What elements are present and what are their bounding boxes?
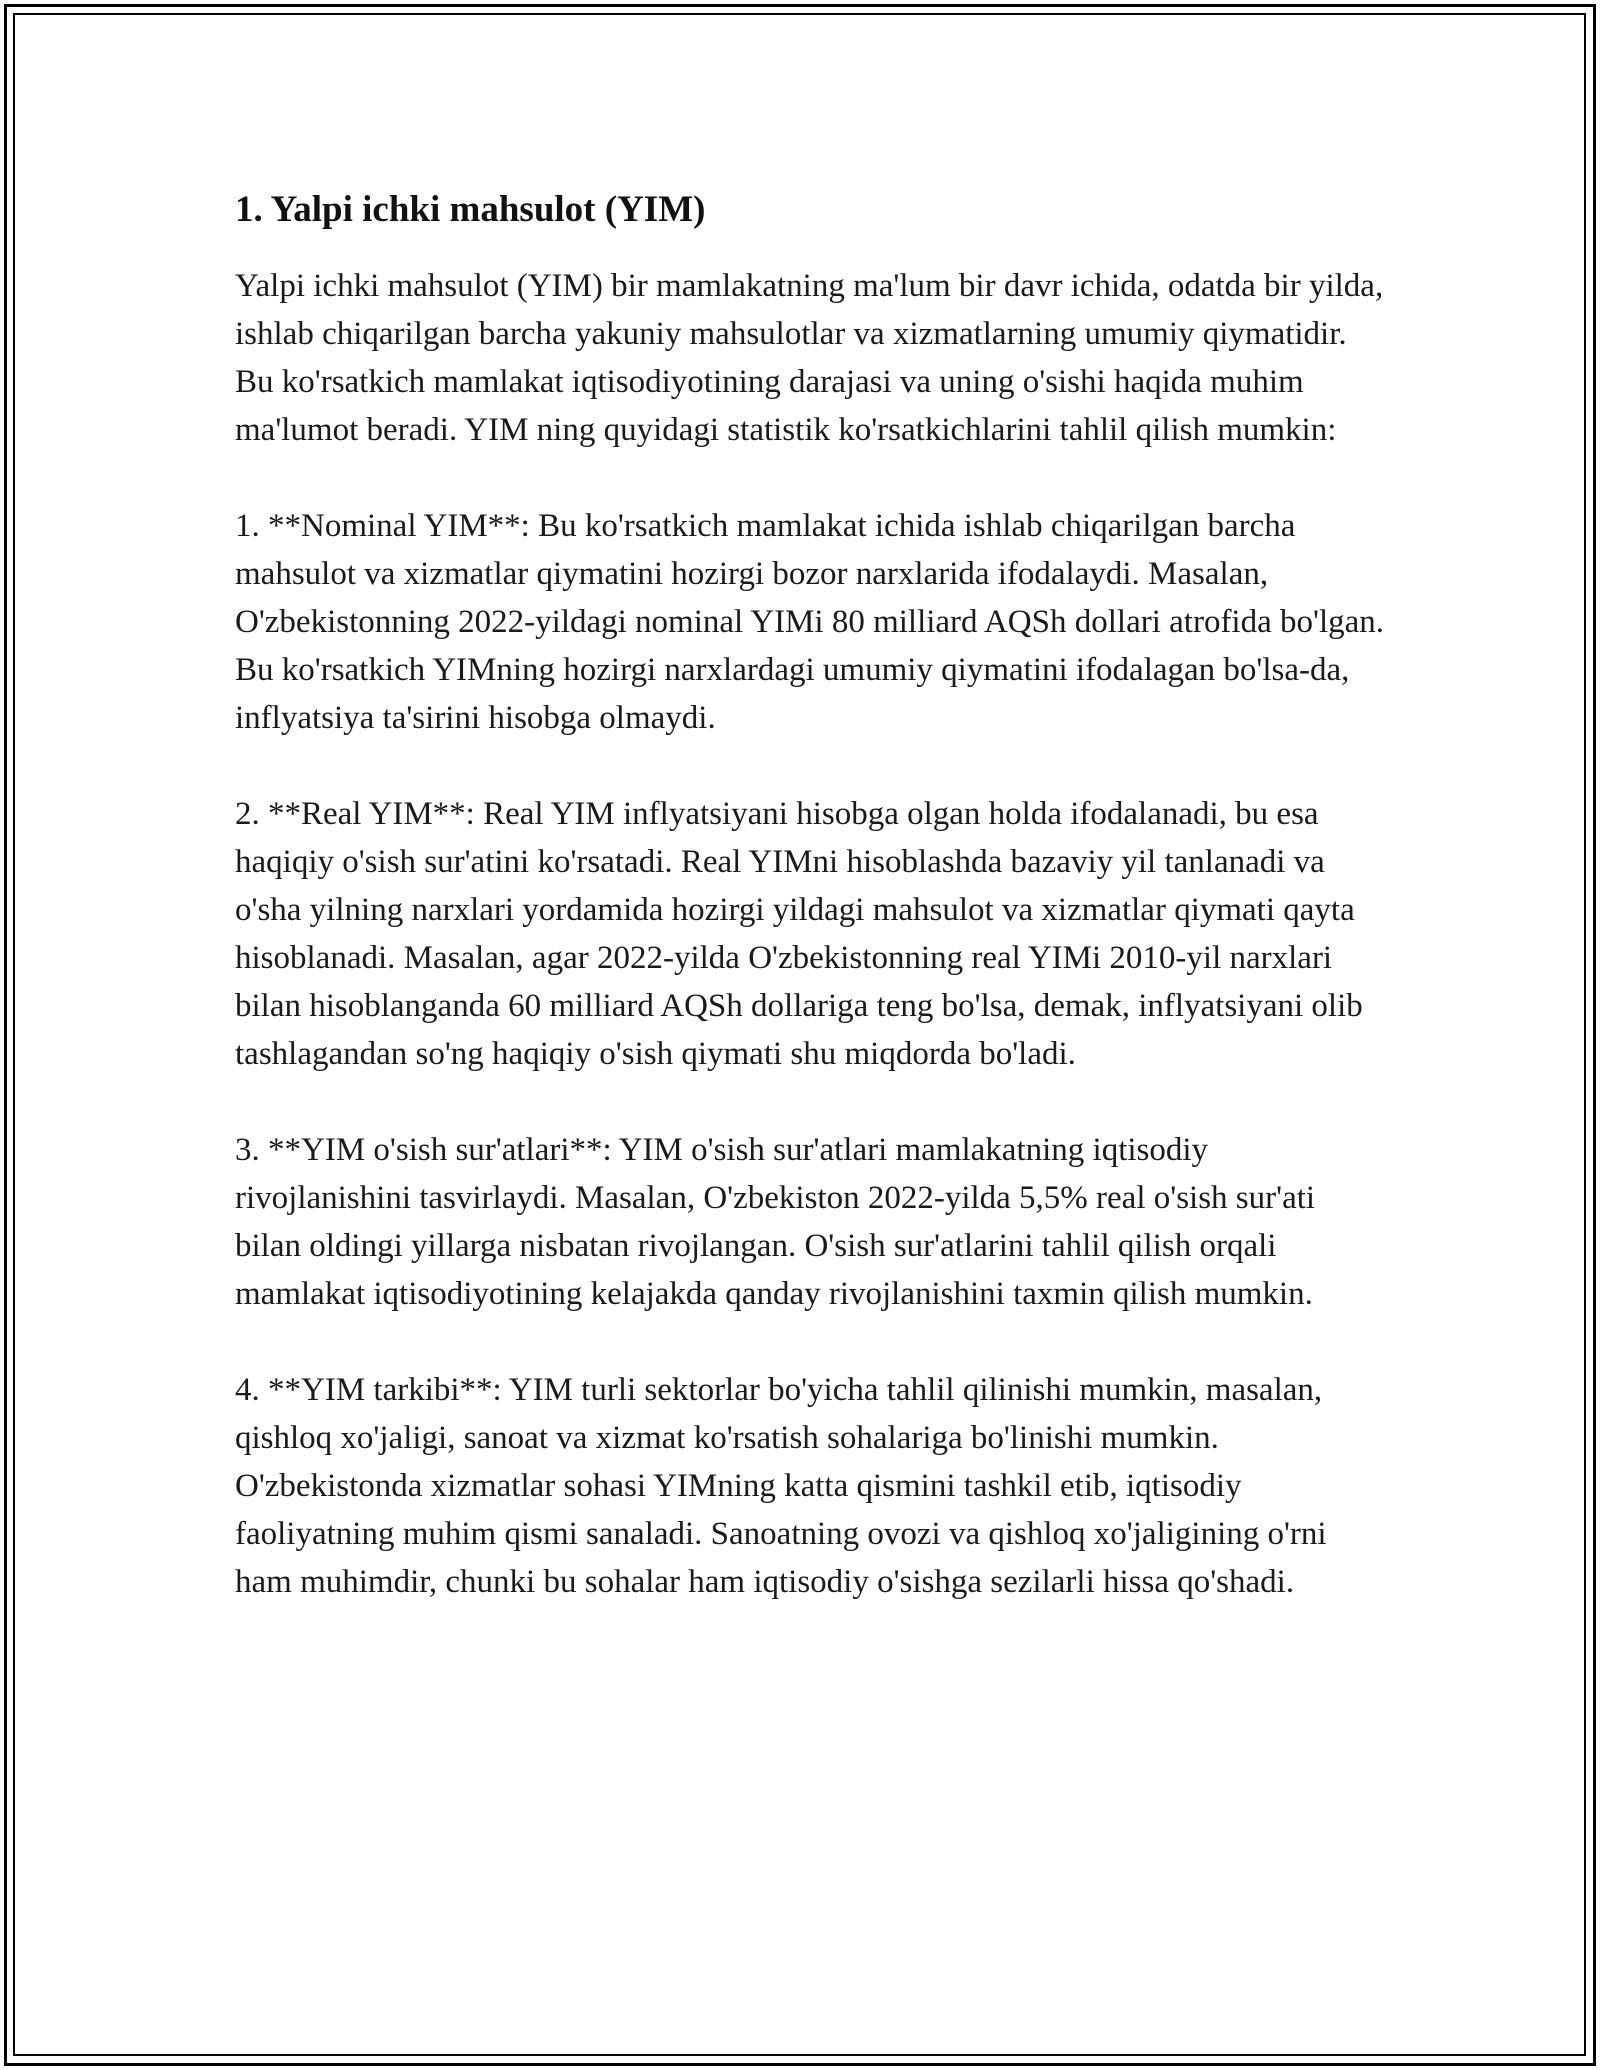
real-gdp-paragraph: 2. **Real YIM**: Real YIM inflyatsiyani hisobga olgan holda ifodalanadi, bu esa haqiqiy o'sish sur'atini ko'rsatadi. Real YIMni hisoblashda bazaviy yil tanlanadi va o'sha yilning narxlari yordamida hozirgi yildagi mahsulot va xizmatlar qiymati qayta hisoblanadi. Masalan, agar 2022-yilda O'zbekistonning real YIMi 2010-yil narxlari bilan hisoblanganda 60 milliard AQSh dollariga teng bo'lsa, demak, inflyatsiyani olib tashlagandan so'ng haqiqiy o'sish qiymati shu miqdorda bo'ladi. <box>235 796 1363 1073</box>
document-body <box>235 188 1385 1654</box>
gdp-structure-paragraph: 4. **YIM tarkibi**: YIM turli sektorlar bo'yicha tahlil qilinishi mumkin, masalan, qishloq xo'jaligi, sanoat va xizmat ko'rsatish sohalariga bo'linishi mumkin. O'zbekistonda xizmatlar sohasi YIMning katta qismini tashkil etib, iqtisodiy faoliyatning muhim qismi sanaladi. Sanoatning ovozi va qishloq xo'jaligining o'rni ham muhimdir, chunki bu sohalar ham iqtisodiy o'sishga sezilarli hissa qo'shadi. <box>235 1372 1327 1601</box>
section-title: 1. Yalpi ichki mahsulot (YIM) <box>235 189 706 230</box>
intro-paragraph: Yalpi ichki mahsulot (YIM) bir mamlakatning ma'lum bir davr ichida, odatda bir yilda, ishlab chiqarilgan barcha yakuniy mahsulotlar va xizmatlarning umumiy qiymatidir. Bu ko'rsatkich mamlakat iqtisodiyotining darajasi va uning o'sishi haqida muhim ma'lumot beradi. YIM ning quyidagi statistik ko'rsatkichlarini tahlil qilish mumkin: <box>235 268 1384 449</box>
nominal-gdp-paragraph: 1. **Nominal YIM**: Bu ko'rsatkich mamlakat ichida ishlab chiqarilgan barcha mahsulot va xizmatlar qiymatini hozirgi bozor narxlarida ifodalaydi. Masalan, O'zbekistonning 2022-yildagi nominal YIMi 80 milliard AQSh dollari atrofida bo'lgan. Bu ko'rsatkich YIMning hozirgi narxlardagi umumiy qiymatini ifodalagan bo'lsa-da, inflyatsiya ta'sirini hisobga olmaydi. <box>235 508 1385 737</box>
gdp-growth-paragraph: 3. **YIM o'sish sur'atlari**: YIM o'sish sur'atlari mamlakatning iqtisodiy rivojlanishini tasvirlaydi. Masalan, O'zbekiston 2022-yilda 5,5% real o'sish sur'ati bilan oldingi yillarga nisbatan rivojlangan. O'sish sur'atlarini tahlil qilish orqali mamlakat iqtisodiyotining kelajakda qanday rivojlanishini taxmin qilish mumkin. <box>235 1132 1316 1313</box>
